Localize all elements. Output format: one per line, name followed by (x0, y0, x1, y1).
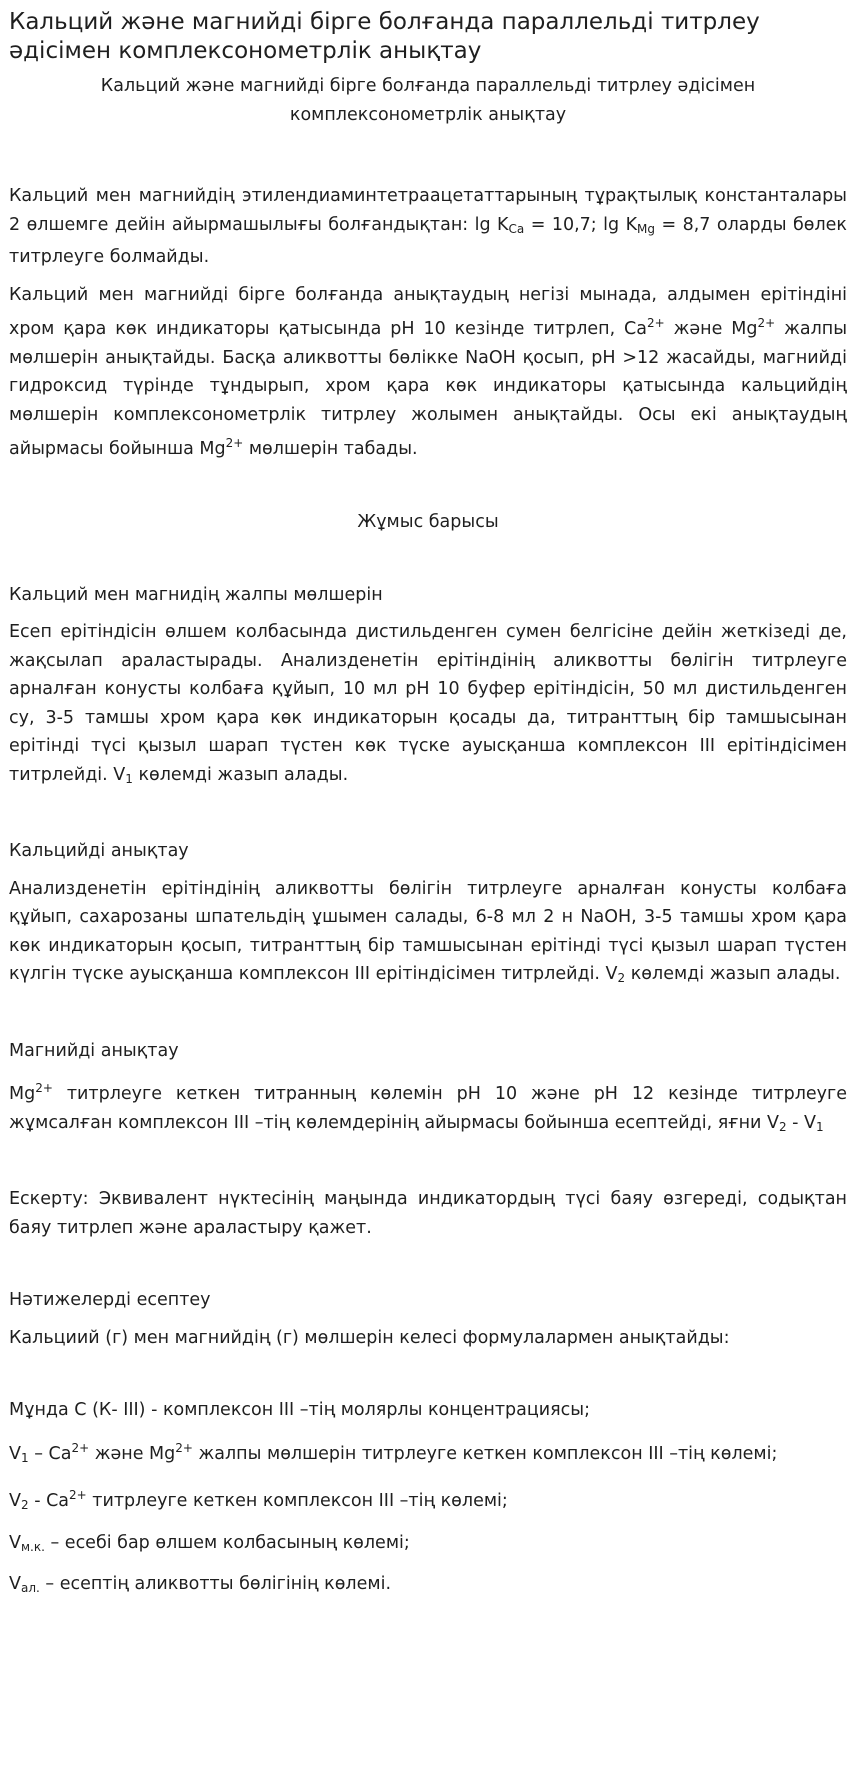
document-subtitle: Кальций және магнийді бірге болғанда параллельді титрлеу әдісімен комплексонометрлік анықтау (100, 76, 756, 125)
legend-concentration: Мұнда С (К- III) - комплексон III –тің молярлы концентрациясы; (9, 1400, 591, 1420)
section-heading-results: Нәтижелерді есептеу (9, 1290, 211, 1310)
paragraph-calcium-procedure: Анализденетін ерітіндінің аликвотты бөлігін титрлеуге арналған конусты колбаға құйып, сахарозаны шпательдің ұшымен салады, 6-8 мл 2 н NaOH, 3-5 тамшы хром қара көк индикаторын қосып, титранттың бір тамшысынан ерітінді түсі қызыл шарап түстен күлгін түске ауысқанша комплексон III ерітіндісімен титрлейді. $V_2$ көлемді жазып алады. (9, 878, 847, 985)
page-title: Кальций және магнийді бірге болғанда параллельді титрлеу әдісімен комплексонометрлік анықтау (9, 9, 760, 64)
section-heading-magnesium: Магнийді анықтау (9, 1040, 179, 1061)
legend-v-aliquot: $V_{ал.}$ – есептің аликвотты бөлігінің көлемі. (9, 1574, 392, 1595)
legend-v-flask: $V_{м.к.}$ – есебі бар өлшем колбасының көлемі; (9, 1532, 410, 1554)
section-heading-total: Кальций мен магнидің жалпы мөлшерін (9, 584, 383, 605)
paragraph-magnesium-procedure: $Mg^{2+}$ титрлеуге кеткен титранның көлемін рН 10 және рН 12 кезінде титрлеуге жұмсалған комплексон III –тің көлемдерінің айырмасы бойынша есептейді, яғни $V_2 - V_1$ (9, 1081, 847, 1134)
paragraph-total-procedure: Есеп ерітіндісін өлшем колбасында дистильденген сумен белгісіне дейін жеткізеді де, жақсылап араластырады. Анализденетін ерітіндінің аликвотты бөлігін титрлеуге арналған конусты колбаға құйып, 10 мл рН 10 буфер ерітіндісін, 50 мл дистильденген су, 3-5 тамшы хром қара көк индикаторын қосады да, титранттың бір тамшысынан ерітінді түсі қызыл шарап түстен көк түске ауысқанша комплексон III ерітіндісімен титрлейді. $V_1$ көлемді жазып алады. (9, 622, 847, 786)
section-heading-work: Жұмыс барысы (357, 511, 499, 532)
intro-paragraph-stability: Кальций мен магнийдің этилендиаминтетраацетаттарының тұрақтылық константалары 2 өлшемге дейін айырмашылығы болғандықтан: $\lg K_{Ca} = 10,7$; $\lg K_{Mg} = 8,7$ оларды бөлек титрлеуге болмайды. (9, 186, 847, 267)
legend-v1: $V_1 - Ca^{2+}$ және $Mg^{2+}$ жалпы мөлшерін титрлеуге кеткен комплексон III –тің көлемі; (9, 1440, 778, 1465)
results-intro: Кальциий (г) мен магнийдің (г) мөлшерін келесі формулалармен анықтайды: (9, 1327, 730, 1348)
intro-paragraph-principle: Кальций мен магнийді бірге болғанда анықтаудың негізі мынада, алдымен ерітіндіні хром қара көк индикаторы қатысында рН 10 кезінде титрлеп, $Ca^{2+}$ және $Mg^{2+}$ жалпы мөлшерін анықтайды. Басқа аликвотты бөлікке NaOH қосып, рН >12 жасайды, магнийді гидроксид түрінде тұндырып, хром қара көк индикаторы қатысында кальцийдің мөлшерін комплексонометрлік титрлеу жолымен анықтайды. Осы екі анықтаудың айырмасы бойынша $Mg^{2+}$ мөлшерін табады. (9, 284, 847, 459)
note-paragraph: Ескерту: Эквивалент нүктесінің маңында индикатордың түсі баяу өзгереді, содықтан баяу титрлеп және араластыру қажет. (9, 1189, 847, 1238)
section-heading-calcium: Кальцийді анықтау (9, 841, 189, 861)
legend-v2: $V_2 - Ca^{2+}$ титрлеуге кеткен комплексон III –тің көлемі; (9, 1488, 508, 1512)
